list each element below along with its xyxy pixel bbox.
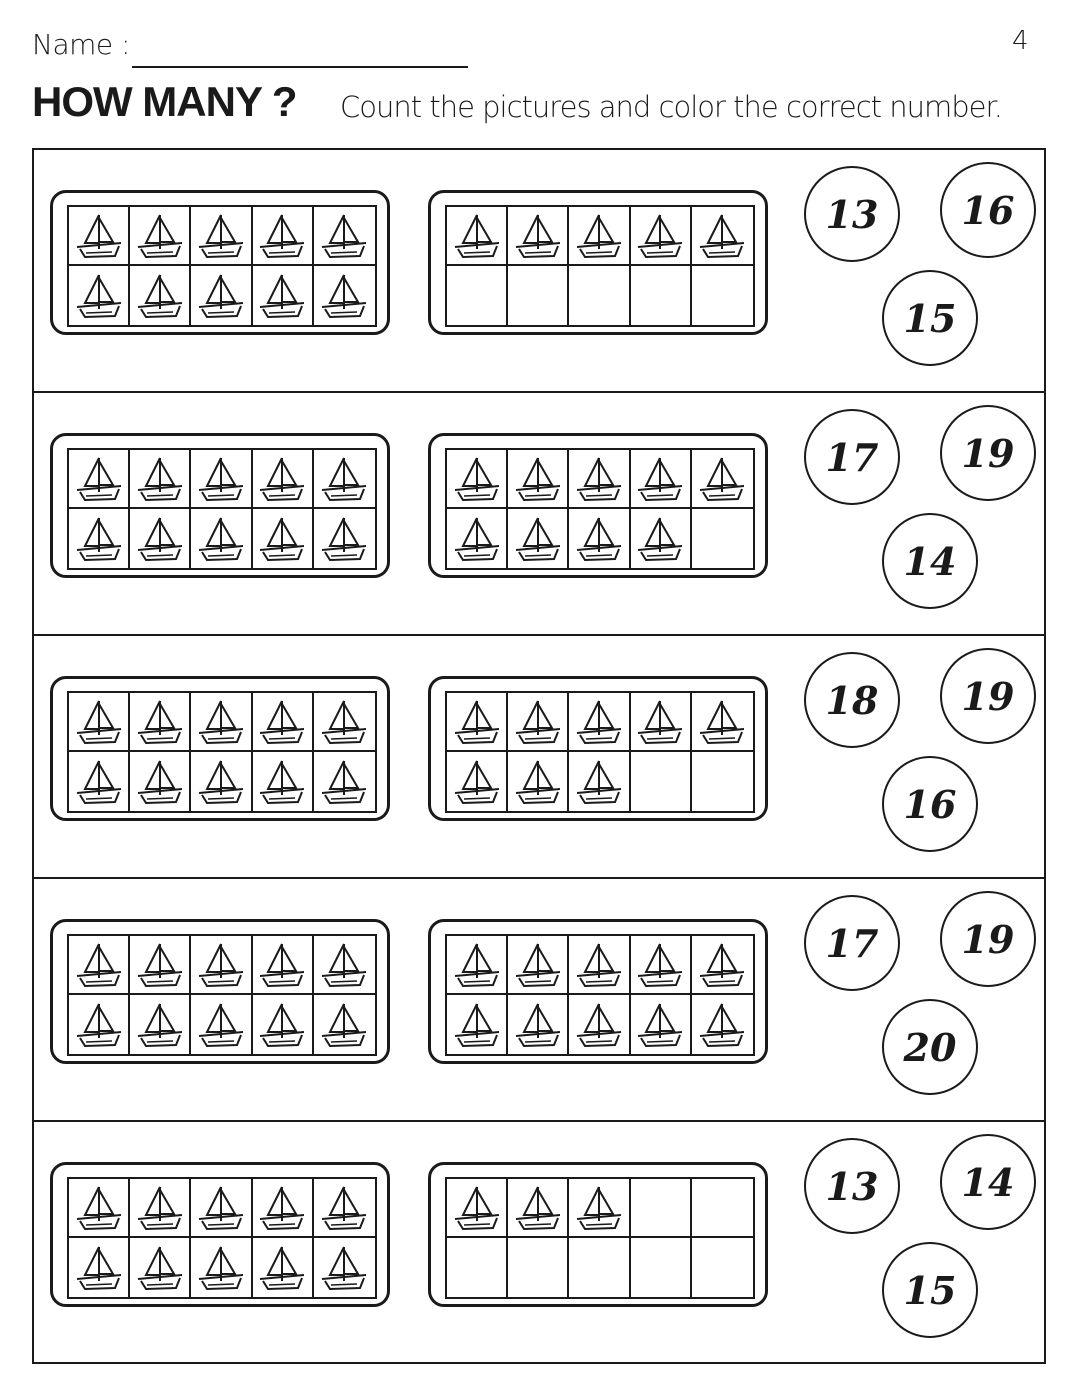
ten-frame-cell xyxy=(569,995,630,1054)
sailboat-icon xyxy=(511,695,565,749)
answer-choice-circle[interactable]: 16 xyxy=(940,162,1036,258)
ten-frame-cell xyxy=(447,1238,508,1297)
ten-frame xyxy=(50,1162,390,1307)
ten-frame-cell xyxy=(692,1238,753,1297)
ten-frame-cell xyxy=(508,450,569,509)
ten-frame-cell xyxy=(253,936,314,995)
ten-frame-cell xyxy=(692,936,753,995)
ten-frame xyxy=(428,190,768,335)
ten-frame-cell xyxy=(631,207,692,266)
sailboat-icon xyxy=(317,269,371,323)
ten-frame-cell xyxy=(69,207,130,266)
ten-frame-cell xyxy=(447,1179,508,1238)
ten-frame-cell xyxy=(69,266,130,325)
ten-frame-grid xyxy=(445,691,755,813)
page-title: HOW MANY ? xyxy=(32,78,297,125)
name-field[interactable] xyxy=(132,66,468,68)
ten-frame-cell xyxy=(631,693,692,752)
sailboat-icon xyxy=(450,512,504,566)
ten-frame-cell xyxy=(631,1179,692,1238)
ten-frame-cell xyxy=(314,266,375,325)
question-row xyxy=(34,150,1044,393)
ten-frame xyxy=(428,433,768,578)
sailboat-icon xyxy=(255,938,309,992)
ten-frame-cell xyxy=(631,752,692,811)
ten-frame-cell xyxy=(253,450,314,509)
ten-frame-cell xyxy=(130,1238,191,1297)
ten-frame-cell xyxy=(253,995,314,1054)
sailboat-icon xyxy=(633,452,687,506)
ten-frame-cell xyxy=(692,509,753,568)
ten-frame-grid xyxy=(67,934,377,1056)
answer-choice-circle[interactable]: 19 xyxy=(940,891,1036,987)
ten-frame-cell xyxy=(569,752,630,811)
sailboat-icon xyxy=(695,938,749,992)
ten-frame-grid xyxy=(445,934,755,1056)
ten-frame-cell xyxy=(130,693,191,752)
ten-frame-cell xyxy=(253,207,314,266)
sailboat-icon xyxy=(511,755,565,809)
ten-frame-cell xyxy=(253,509,314,568)
ten-frame-cell xyxy=(692,693,753,752)
sailboat-icon xyxy=(133,512,187,566)
sailboat-icon xyxy=(194,269,248,323)
answer-choice-circle[interactable]: 13 xyxy=(804,166,900,262)
ten-frame-cell xyxy=(130,1179,191,1238)
sailboat-icon xyxy=(317,452,371,506)
name-label: Name : xyxy=(32,28,130,61)
ten-frame-cell xyxy=(314,936,375,995)
ten-frame-grid xyxy=(445,205,755,327)
ten-frame-cell xyxy=(692,995,753,1054)
ten-frame-cell xyxy=(447,450,508,509)
ten-frame-cell xyxy=(130,936,191,995)
ten-frame-cell xyxy=(191,450,252,509)
sailboat-icon xyxy=(72,512,126,566)
ten-frame-cell xyxy=(447,936,508,995)
sailboat-icon xyxy=(255,209,309,263)
sailboat-icon xyxy=(133,269,187,323)
sailboat-icon xyxy=(317,1181,371,1235)
answer-choice-circle[interactable]: 16 xyxy=(882,756,978,852)
ten-frame-cell xyxy=(569,936,630,995)
ten-frame-cell xyxy=(314,1238,375,1297)
sailboat-icon xyxy=(255,1181,309,1235)
sailboat-icon xyxy=(450,209,504,263)
answer-choice-circle[interactable]: 17 xyxy=(804,409,900,505)
ten-frame-cell xyxy=(508,509,569,568)
ten-frame xyxy=(50,190,390,335)
answer-choice-circle[interactable]: 20 xyxy=(882,999,978,1095)
ten-frame-cell xyxy=(253,1179,314,1238)
ten-frame xyxy=(428,1162,768,1307)
ten-frame xyxy=(50,919,390,1064)
sailboat-icon xyxy=(450,452,504,506)
sailboat-icon xyxy=(194,695,248,749)
sailboat-icon xyxy=(194,1241,248,1295)
sailboat-icon xyxy=(133,695,187,749)
ten-frame-grid xyxy=(67,448,377,570)
answer-choice-circle[interactable]: 13 xyxy=(804,1138,900,1234)
sailboat-icon xyxy=(255,452,309,506)
sailboat-icon xyxy=(255,998,309,1052)
sailboat-icon xyxy=(194,938,248,992)
ten-frame-cell xyxy=(447,266,508,325)
page-number: 4 xyxy=(1012,26,1029,56)
sailboat-icon xyxy=(695,695,749,749)
ten-frame-cell xyxy=(631,266,692,325)
ten-frame xyxy=(428,676,768,821)
sailboat-icon xyxy=(255,512,309,566)
sailboat-icon xyxy=(450,1181,504,1235)
sailboat-icon xyxy=(255,755,309,809)
ten-frame-cell xyxy=(447,509,508,568)
sailboat-icon xyxy=(133,209,187,263)
sailboat-icon xyxy=(633,938,687,992)
ten-frame-cell xyxy=(508,752,569,811)
worksheet-table xyxy=(32,148,1046,1364)
sailboat-icon xyxy=(511,209,565,263)
ten-frame-cell xyxy=(569,1179,630,1238)
ten-frame-cell xyxy=(69,1238,130,1297)
ten-frame-cell xyxy=(508,936,569,995)
ten-frame-cell xyxy=(631,450,692,509)
ten-frame-grid xyxy=(67,205,377,327)
sailboat-icon xyxy=(317,998,371,1052)
sailboat-icon xyxy=(317,938,371,992)
ten-frame-cell xyxy=(692,207,753,266)
sailboat-icon xyxy=(633,512,687,566)
ten-frame-cell xyxy=(631,1238,692,1297)
sailboat-icon xyxy=(72,452,126,506)
sailboat-icon xyxy=(255,269,309,323)
sailboat-icon xyxy=(133,1241,187,1295)
sailboat-icon xyxy=(133,1181,187,1235)
answer-choice-circle[interactable]: 18 xyxy=(804,652,900,748)
ten-frame-cell xyxy=(69,509,130,568)
sailboat-icon xyxy=(72,1181,126,1235)
ten-frame-cell xyxy=(191,1238,252,1297)
ten-frame-cell xyxy=(191,1179,252,1238)
ten-frame-cell xyxy=(692,266,753,325)
sailboat-icon xyxy=(572,938,626,992)
ten-frame-cell xyxy=(569,509,630,568)
ten-frame xyxy=(428,919,768,1064)
sailboat-icon xyxy=(194,209,248,263)
ten-frame-grid xyxy=(445,448,755,570)
sailboat-icon xyxy=(72,695,126,749)
sailboat-icon xyxy=(194,1181,248,1235)
ten-frame-cell xyxy=(508,995,569,1054)
ten-frame-cell xyxy=(69,450,130,509)
ten-frame-cell xyxy=(191,207,252,266)
sailboat-icon xyxy=(194,452,248,506)
ten-frame-cell xyxy=(69,693,130,752)
ten-frame-cell xyxy=(314,207,375,266)
ten-frame-cell xyxy=(130,207,191,266)
ten-frame-cell xyxy=(569,207,630,266)
ten-frame-cell xyxy=(191,509,252,568)
ten-frame-cell xyxy=(191,266,252,325)
ten-frame-cell xyxy=(253,1238,314,1297)
ten-frame-cell xyxy=(569,266,630,325)
ten-frame-cell xyxy=(253,693,314,752)
answer-choice-circle[interactable]: 14 xyxy=(882,513,978,609)
ten-frame-cell xyxy=(447,693,508,752)
question-row xyxy=(34,1122,1044,1365)
ten-frame-cell xyxy=(69,936,130,995)
ten-frame-cell xyxy=(692,752,753,811)
ten-frame-cell xyxy=(130,509,191,568)
sailboat-icon xyxy=(511,1181,565,1235)
instruction-text: Count the pictures and color the correct number. xyxy=(340,90,1002,124)
sailboat-icon xyxy=(511,998,565,1052)
ten-frame-cell xyxy=(253,752,314,811)
ten-frame-grid xyxy=(445,1177,755,1299)
ten-frame-grid xyxy=(67,691,377,813)
ten-frame-cell xyxy=(191,936,252,995)
question-row xyxy=(34,879,1044,1122)
sailboat-icon xyxy=(133,452,187,506)
ten-frame-cell xyxy=(130,752,191,811)
ten-frame-cell xyxy=(569,693,630,752)
sailboat-icon xyxy=(255,1241,309,1295)
ten-frame-cell xyxy=(631,936,692,995)
sailboat-icon xyxy=(317,1241,371,1295)
ten-frame-cell xyxy=(314,450,375,509)
ten-frame-cell xyxy=(631,509,692,568)
sailboat-icon xyxy=(695,209,749,263)
ten-frame-cell xyxy=(314,509,375,568)
ten-frame-cell xyxy=(692,450,753,509)
ten-frame-cell xyxy=(508,693,569,752)
ten-frame-cell xyxy=(69,1179,130,1238)
ten-frame-cell xyxy=(69,995,130,1054)
sailboat-icon xyxy=(72,938,126,992)
sailboat-icon xyxy=(450,998,504,1052)
sailboat-icon xyxy=(194,998,248,1052)
sailboat-icon xyxy=(72,269,126,323)
sailboat-icon xyxy=(450,938,504,992)
answer-choice-circle[interactable]: 19 xyxy=(940,405,1036,501)
sailboat-icon xyxy=(72,998,126,1052)
ten-frame-cell xyxy=(253,266,314,325)
sailboat-icon xyxy=(317,209,371,263)
sailboat-icon xyxy=(511,938,565,992)
ten-frame-cell xyxy=(191,693,252,752)
answer-choice-circle[interactable]: 14 xyxy=(940,1134,1036,1230)
ten-frame-cell xyxy=(130,266,191,325)
ten-frame-cell xyxy=(692,1179,753,1238)
ten-frame-cell xyxy=(130,450,191,509)
sailboat-icon xyxy=(194,512,248,566)
sailboat-icon xyxy=(633,209,687,263)
sailboat-icon xyxy=(133,998,187,1052)
ten-frame-cell xyxy=(69,752,130,811)
ten-frame-cell xyxy=(447,207,508,266)
sailboat-icon xyxy=(572,998,626,1052)
sailboat-icon xyxy=(72,1241,126,1295)
sailboat-icon xyxy=(511,452,565,506)
ten-frame-cell xyxy=(314,995,375,1054)
sailboat-icon xyxy=(695,998,749,1052)
sailboat-icon xyxy=(317,512,371,566)
sailboat-icon xyxy=(633,998,687,1052)
ten-frame-cell xyxy=(447,752,508,811)
sailboat-icon xyxy=(133,755,187,809)
sailboat-icon xyxy=(572,695,626,749)
sailboat-icon xyxy=(255,695,309,749)
question-row xyxy=(34,393,1044,636)
answer-choice-circle[interactable]: 15 xyxy=(882,270,978,366)
question-row xyxy=(34,636,1044,879)
ten-frame-cell xyxy=(447,995,508,1054)
answer-choice-circle[interactable]: 15 xyxy=(882,1242,978,1338)
sailboat-icon xyxy=(511,512,565,566)
ten-frame-cell xyxy=(508,1179,569,1238)
ten-frame-cell xyxy=(569,450,630,509)
answer-choice-circle[interactable]: 17 xyxy=(804,895,900,991)
ten-frame-cell xyxy=(314,693,375,752)
ten-frame xyxy=(50,433,390,578)
ten-frame-cell xyxy=(191,995,252,1054)
sailboat-icon xyxy=(317,755,371,809)
sailboat-icon xyxy=(450,755,504,809)
sailboat-icon xyxy=(72,755,126,809)
ten-frame-cell xyxy=(191,752,252,811)
ten-frame xyxy=(50,676,390,821)
ten-frame-grid xyxy=(67,1177,377,1299)
ten-frame-cell xyxy=(130,995,191,1054)
sailboat-icon xyxy=(572,452,626,506)
sailboat-icon xyxy=(572,755,626,809)
sailboat-icon xyxy=(72,209,126,263)
ten-frame-cell xyxy=(508,1238,569,1297)
ten-frame-cell xyxy=(314,752,375,811)
ten-frame-cell xyxy=(631,995,692,1054)
sailboat-icon xyxy=(194,755,248,809)
sailboat-icon xyxy=(317,695,371,749)
sailboat-icon xyxy=(133,938,187,992)
sailboat-icon xyxy=(572,209,626,263)
ten-frame-cell xyxy=(569,1238,630,1297)
sailboat-icon xyxy=(572,1181,626,1235)
sailboat-icon xyxy=(572,512,626,566)
sailboat-icon xyxy=(450,695,504,749)
answer-choice-circle[interactable]: 19 xyxy=(940,648,1036,744)
sailboat-icon xyxy=(695,452,749,506)
ten-frame-cell xyxy=(508,266,569,325)
sailboat-icon xyxy=(633,695,687,749)
ten-frame-cell xyxy=(314,1179,375,1238)
ten-frame-cell xyxy=(508,207,569,266)
